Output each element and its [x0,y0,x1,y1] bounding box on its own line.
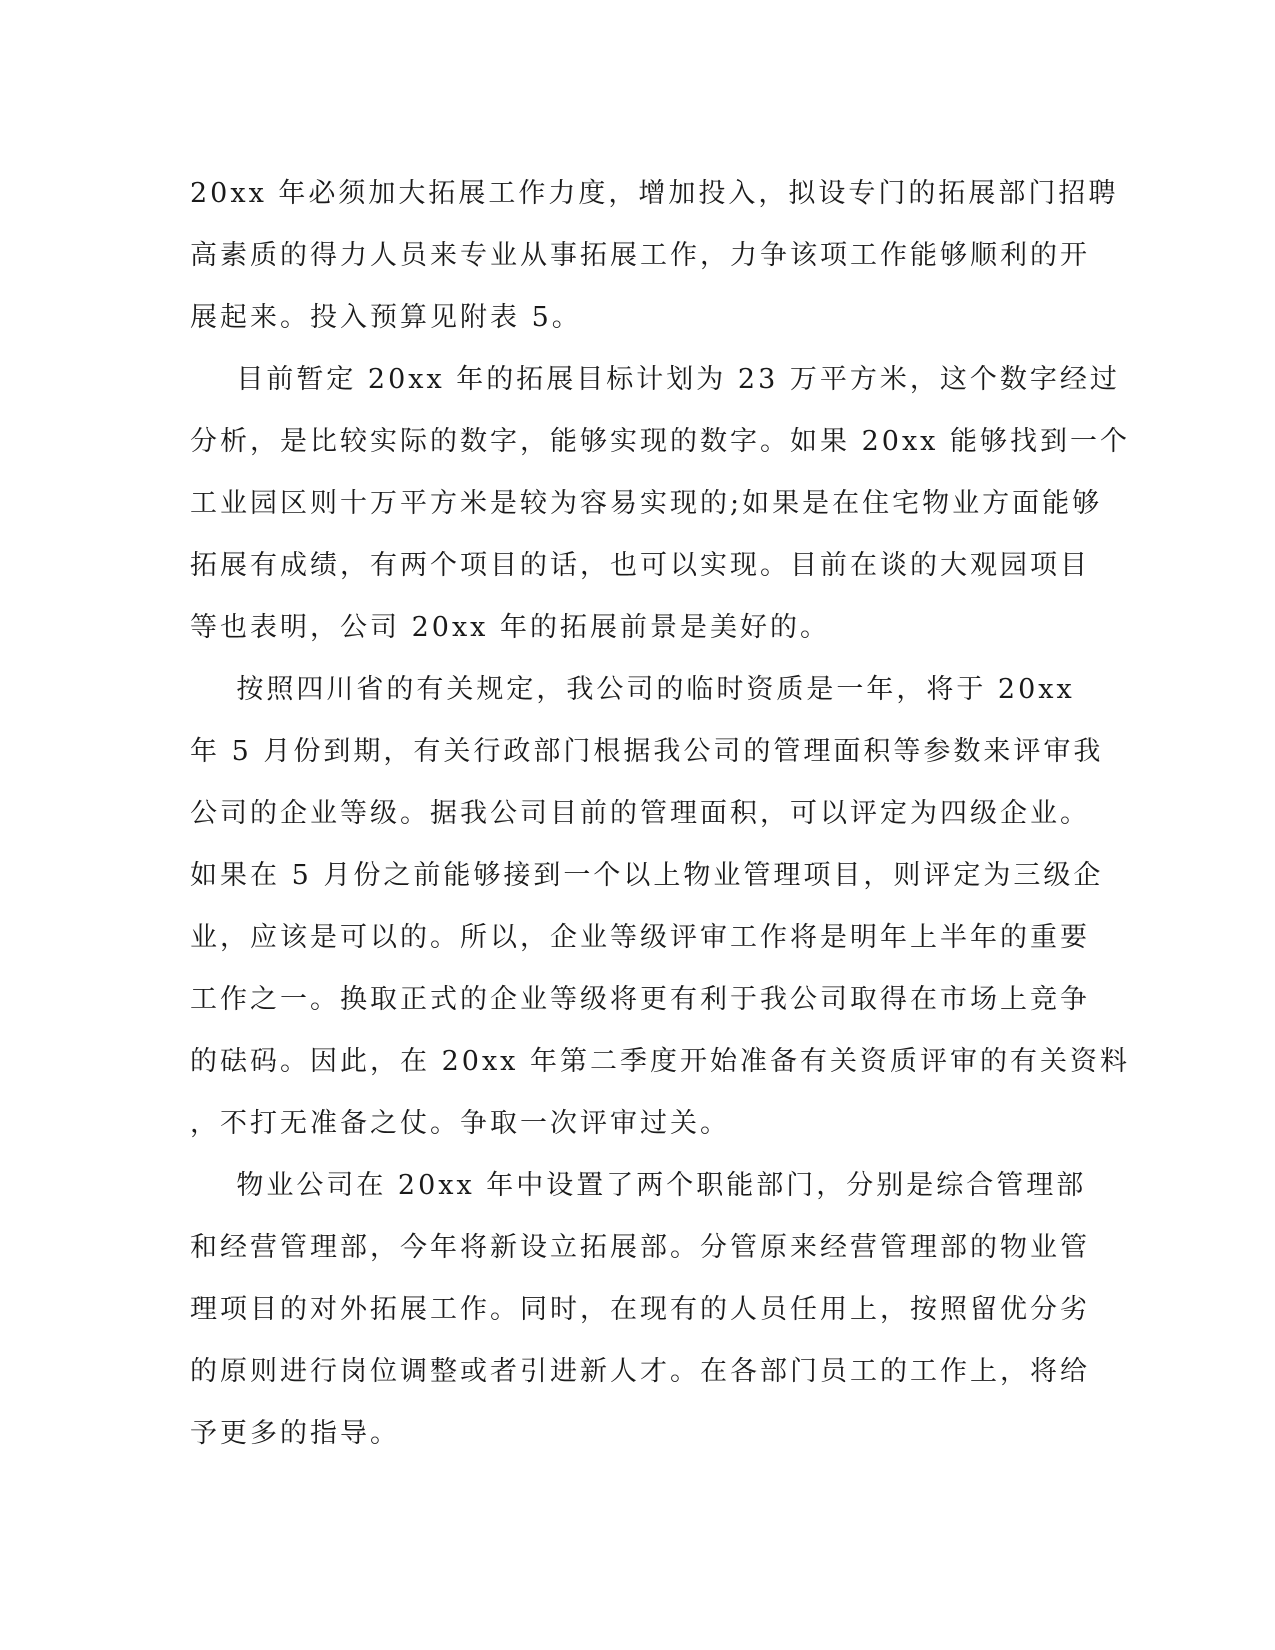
text-line: 20xx 年必须加大拓展工作力度，增加投入，拟设专门的拓展部门招聘 [190,178,1119,209]
text-line: 工业园区则十万平方米是较为容易实现的;如果是在住宅物业方面能够 [190,488,1103,519]
text-line: 物业公司在 20xx 年中设置了两个职能部门，分别是综合管理部 [190,1170,1087,1201]
text-line: 如果在 5 月份之前能够接到一个以上物业管理项目，则评定为三级企 [190,860,1104,891]
text-line: 的砝码。因此，在 20xx 年第二季度开始准备有关资质评审的有关资料 [190,1046,1130,1077]
text-line: 等也表明，公司 20xx 年的拓展前景是美好的。 [190,612,830,643]
text-line: 工作之一。换取正式的企业等级将更有利于我公司取得在市场上竞争 [190,984,1090,1015]
text-line: 业，应该是可以的。所以，企业等级评审工作将是明年上半年的重要 [190,922,1090,953]
text-line: 展起来。投入预算见附表 5。 [190,302,582,333]
text-line: 的原则进行岗位调整或者引进新人才。在各部门员工的工作上，将给 [190,1356,1090,1387]
text-line: 和经营管理部，今年将新设立拓展部。分管原来经营管理部的物业管 [190,1232,1090,1263]
text-line: 年 5 月份到期，有关行政部门根据我公司的管理面积等参数来评审我 [190,736,1104,767]
text-line: 按照四川省的有关规定，我公司的临时资质是一年，将于 20xx [190,674,1075,705]
document-body [190,163,1130,1465]
text-line: 目前暂定 20xx 年的拓展目标计划为 23 万平方米，这个数字经过 [190,364,1120,395]
text-line: 理项目的对外拓展工作。同时，在现有的人员任用上，按照留优分劣 [190,1294,1090,1325]
text-line: 公司的企业等级。据我公司目前的管理面积，可以评定为四级企业。 [190,798,1090,829]
text-line: 高素质的得力人员来专业从事拓展工作，力争该项工作能够顺利的开 [190,240,1090,271]
text-line: 分析，是比较实际的数字，能够实现的数字。如果 20xx 能够找到一个 [190,426,1130,457]
text-line: 予更多的指导。 [190,1418,400,1449]
text-line: 拓展有成绩，有两个项目的话，也可以实现。目前在谈的大观园项目 [190,550,1090,581]
text-line: ，不打无准备之仗。争取一次评审过关。 [190,1108,730,1139]
